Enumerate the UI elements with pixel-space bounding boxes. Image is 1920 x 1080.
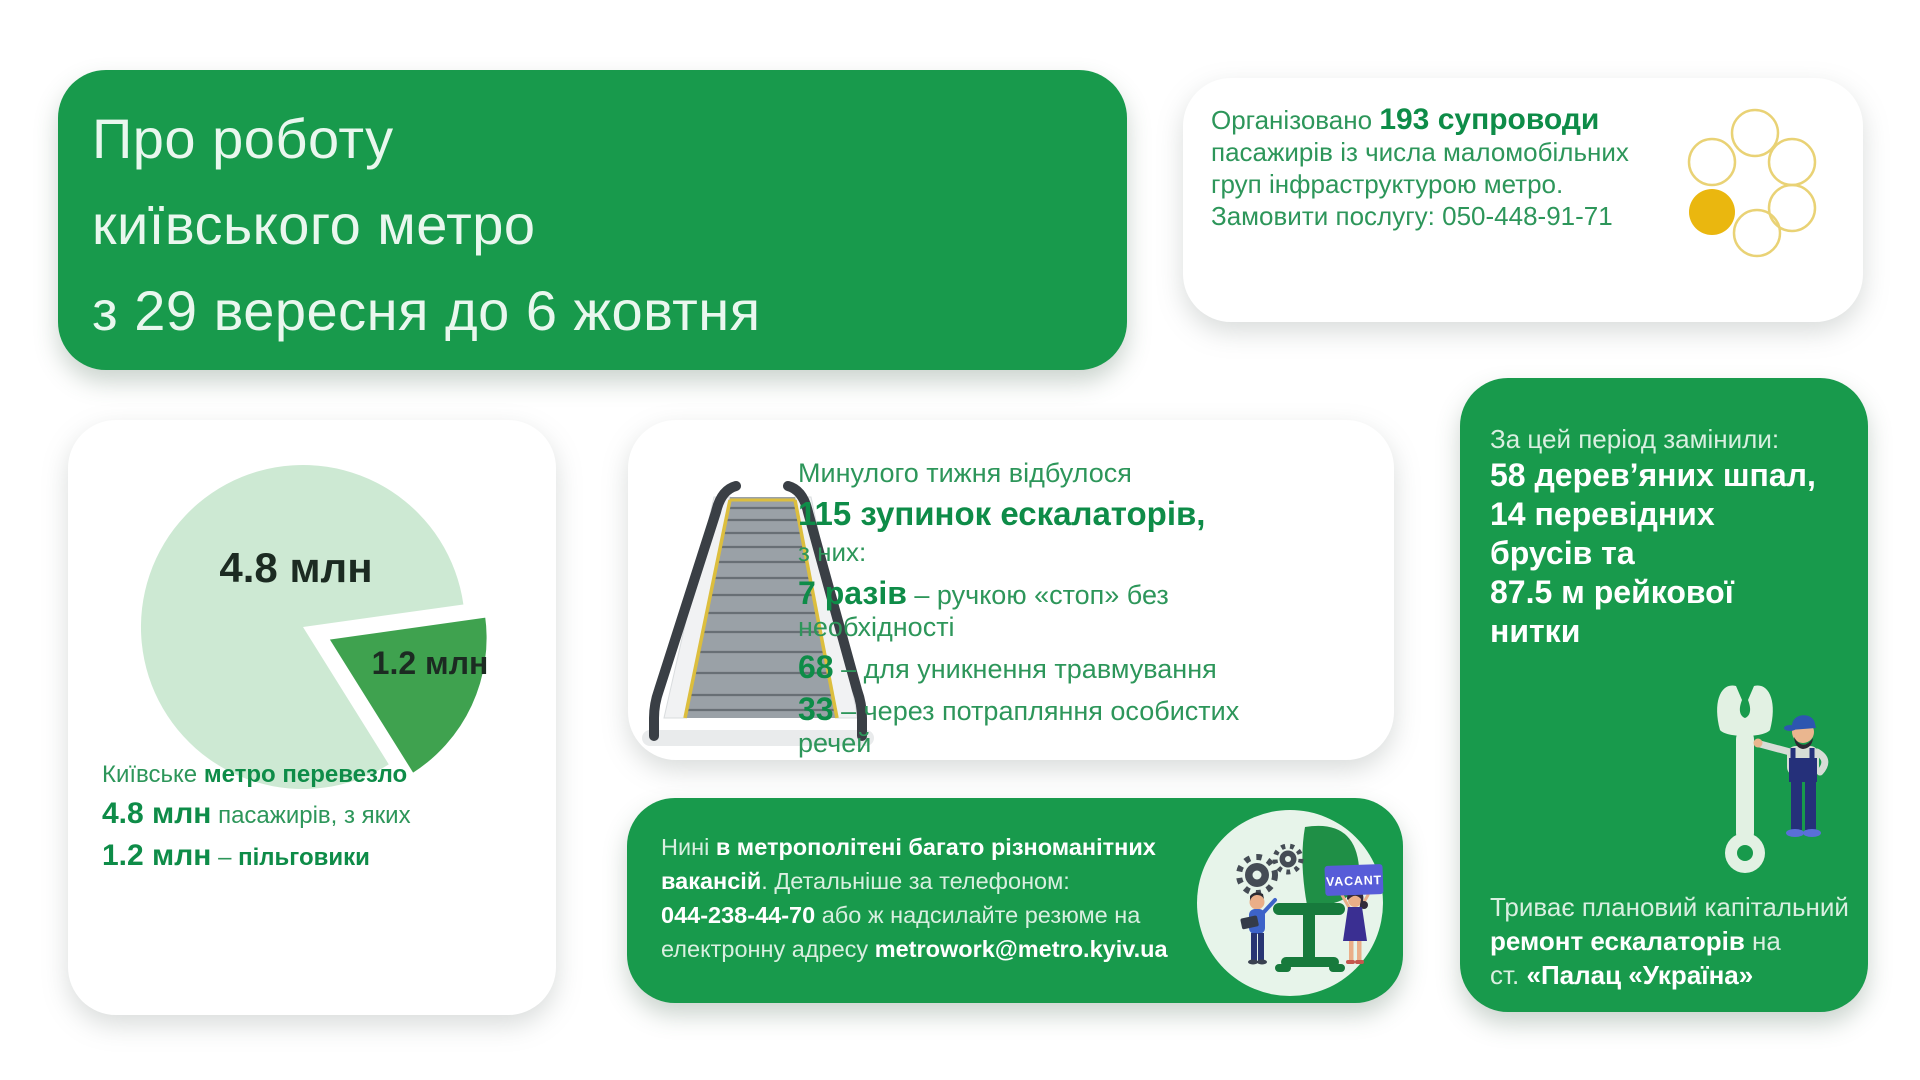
vacancy-email: metrowork@metro.kyiv.ua xyxy=(874,936,1168,962)
escalator-stat-1: 7 разів – ручкою «стоп» без xyxy=(798,575,1169,611)
escalator-text xyxy=(798,456,1378,759)
vacant-sign-label: VACANT xyxy=(1325,873,1383,889)
accompaniment-count: 193 супроводи xyxy=(1379,103,1600,136)
repairs-footer xyxy=(1490,890,1849,992)
escalator-stat-3: 33 – через потрапляння особистих xyxy=(798,691,1240,727)
repairs-line-1: 58 дерев’яних шпал, xyxy=(1490,457,1816,493)
escalator-stops-count: 115 зупинок ескалаторів, xyxy=(798,495,1206,532)
pie-value-beneficiaries: 1.2 млн xyxy=(371,645,489,681)
escalator-stat-2: 68 – для уникнення травмування xyxy=(798,649,1217,685)
repairs-footer-line-3: ст. «Палац «Україна» xyxy=(1490,960,1754,990)
title-line-1: Про роботу xyxy=(92,107,394,170)
title-line-2: київського метро xyxy=(92,193,536,256)
title-line-3: з 29 вересня до 6 жовтня xyxy=(92,279,761,342)
circles-motif-icon xyxy=(1670,100,1840,265)
accompaniment-line-2: пасажирів із числа маломобільних xyxy=(1211,137,1629,167)
filled-gold-circle xyxy=(1689,189,1735,235)
repairs-footer-line-1: Триває плановий капітальний xyxy=(1490,892,1849,922)
vacancy-text xyxy=(661,830,1168,966)
pie-chart xyxy=(68,432,556,812)
repairs-line-5: нитки xyxy=(1490,613,1581,649)
pie-caption-line-2: 4.8 млн пасажирів, з яких xyxy=(102,797,411,830)
accompaniment-phone: Замовити послугу: 050-448-91-71 xyxy=(1211,201,1613,231)
vacancy-illustration-icon xyxy=(1187,801,1393,1001)
escalator-stat-1-cont: необхідності xyxy=(798,612,955,642)
repairs-line-2: 14 перевідних xyxy=(1490,496,1715,532)
vacancies-card xyxy=(627,798,1403,1003)
vacancy-line-4: електронну адресу metrowork@metro.kyiv.ua xyxy=(661,936,1168,962)
repairs-line-3: брусів та xyxy=(1490,535,1635,571)
repairs-intro: За цей період замінили: xyxy=(1490,424,1780,454)
vacancy-line-3: 044-238-44-70 або ж надсилайте резюме на xyxy=(661,902,1141,928)
accompaniment-line-1: Організовано 193 супроводи xyxy=(1211,103,1600,136)
accompaniment-card xyxy=(1183,78,1863,322)
repairs-card xyxy=(1460,378,1868,1012)
pie-caption-line-1: Київське метро перевезло xyxy=(102,761,408,788)
pie-caption-line-3: 1.2 млн – пільговики xyxy=(102,839,370,872)
vacancy-line-2: вакансій. Детальніше за телефоном: xyxy=(661,868,1070,894)
repairs-footer-line-2: ремонт ескалаторів на xyxy=(1490,926,1781,956)
repairs-line-4: 87.5 м рейкової xyxy=(1490,574,1734,610)
escalator-stat-3-cont: речей xyxy=(798,728,872,758)
title-card xyxy=(58,70,1127,370)
escalator-line-3: з них: xyxy=(798,537,867,567)
pie-value-total: 4.8 млн xyxy=(219,544,373,591)
escalator-stops-card xyxy=(628,420,1394,760)
wrench-worker-icon xyxy=(1660,660,1860,890)
vacancy-line-1: Нині в метрополітені багато різноманітних xyxy=(661,834,1156,860)
vacant-sign xyxy=(1324,864,1383,896)
escalator-line-1: Минулого тижня відбулося xyxy=(798,458,1132,488)
accompaniment-line-3: груп інфраструктурою метро. xyxy=(1211,169,1564,199)
ridership-card xyxy=(68,420,556,1015)
pie-caption xyxy=(102,758,411,879)
vacancy-phone: 044-238-44-70 xyxy=(661,902,816,928)
